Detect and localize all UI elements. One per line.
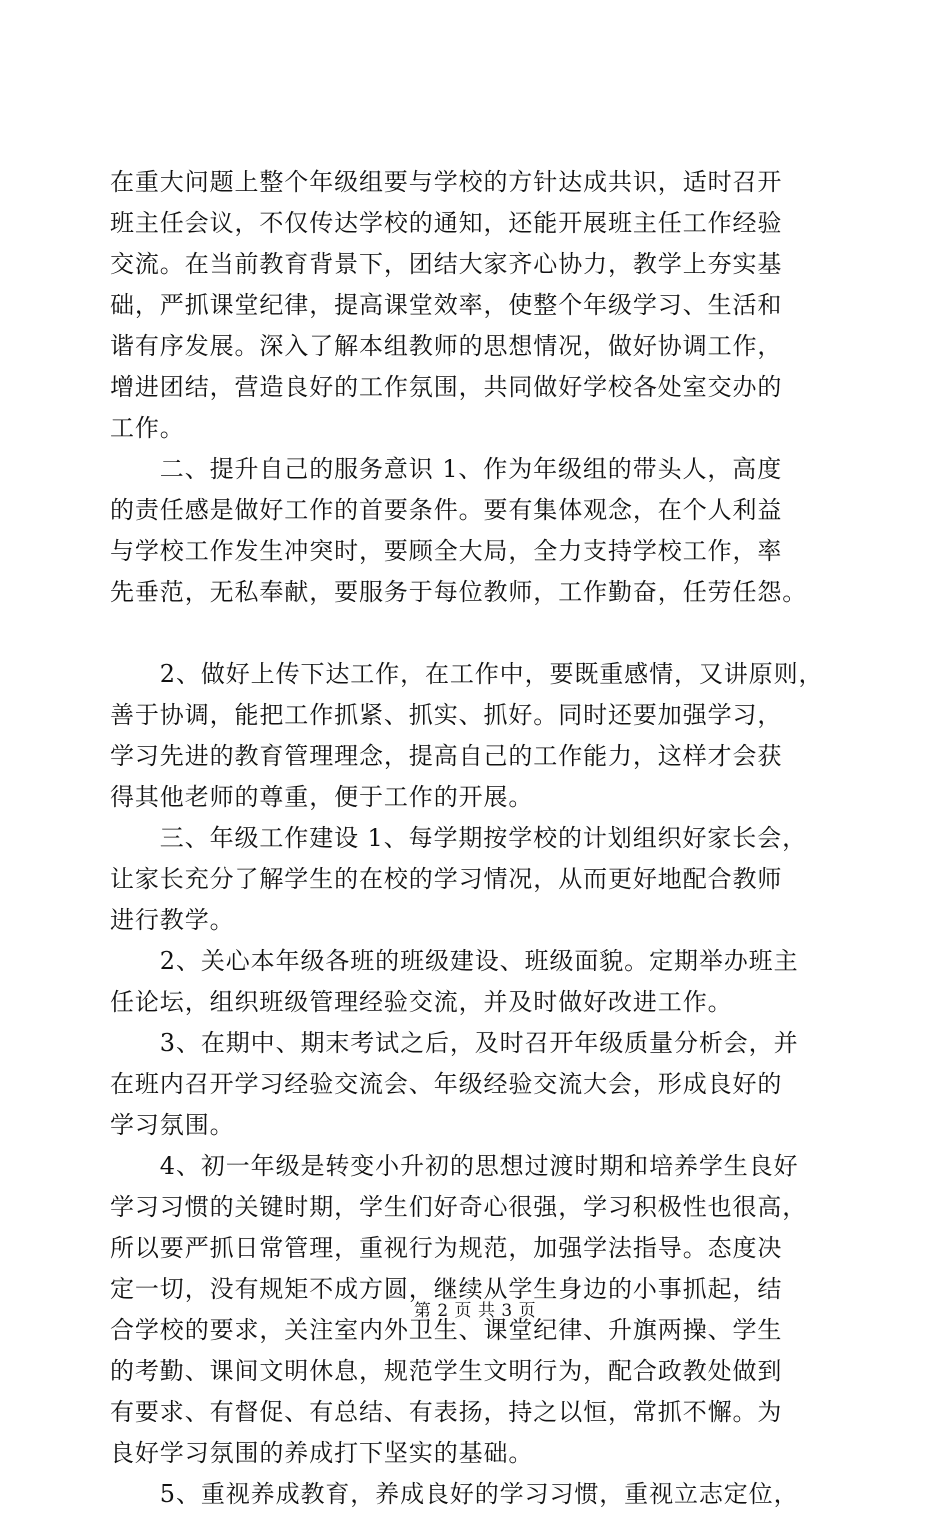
text-line-32: 5、重视养成教育，养成良好的学习习惯，重视立志定位， [110,1480,799,1508]
text-line-19: 2、关心本年级各班的班级建设、班级面貌。定期举办班主 [110,947,799,975]
text-line-17: 让家长充分了解学生的在校的学习情况，从而更好地配合教师 [110,865,783,893]
text-line-12: 2、做好上传下达工作，在工作中，要既重感情，又讲原则， [110,660,824,688]
text-line-4: 础，严抓课堂纪律，提高课堂效率，使整个年级学习、生活和 [110,291,783,319]
blank-line [110,613,840,654]
text-line-10: 与学校工作发生冲突时，要顾全大局，全力支持学校工作，率 [110,537,783,565]
text-line-20: 任论坛，组织班级管理经验交流，并及时做好改进工作。 [110,988,733,1016]
text-line-13: 善于协调，能把工作抓紧、抓实、抓好。同时还要加强学习， [110,701,783,729]
text-line-25: 学习习惯的关键时期，学生们好奇心很强，学习积极性也很高， [110,1193,808,1221]
text-line-24: 4、初一年级是转变小升初的思想过渡时期和培养学生良好 [110,1152,799,1180]
page-number-label: 第 2 页 共 3 页 [413,1301,537,1321]
text-line-22: 在班内召开学习经验交流会、年级经验交流大会，形成良好的 [110,1070,783,1098]
text-line-5: 谐有序发展。深入了解本组教师的思想情况，做好协调工作， [110,332,783,360]
text-line-15: 得其他老师的尊重，便于工作的开展。 [110,783,534,811]
page-footer [0,1300,950,1322]
text-line-21: 3、在期中、期末考试之后，及时召开年级质量分析会，并 [110,1029,799,1057]
text-line-8: 二、提升自己的服务意识 1、作为年级组的带头人，高度 [110,455,783,483]
text-line-27: 定一切，没有规矩不成方圆，继续从学生身边的小事抓起，结 [110,1275,783,1303]
text-line-3: 交流。在当前教育背景下，团结大家齐心协力，教学上夯实基 [110,250,783,278]
text-line-7: 工作。 [110,414,185,442]
text-line-14: 学习先进的教育管理理念，提高自己的工作能力，这样才会获 [110,742,783,770]
text-line-28: 合学校的要求，关注室内外卫生、课堂纪律、升旗两操、学生 [110,1316,783,1344]
text-line-23: 学习氛围。 [110,1111,235,1139]
text-line-26: 所以要严抓日常管理，重视行为规范，加强学法指导。态度决 [110,1234,783,1262]
text-line-31: 良好学习氛围的养成打下坚实的基础。 [110,1439,534,1467]
text-line-11: 先垂范，无私奉献，要服务于每位教师，工作勤奋，任劳任怨。 [110,578,808,606]
text-line-16: 三、年级工作建设 1、每学期按学校的计划组织好家长会， [110,824,807,852]
text-line-2: 班主任会议，不仅传达学校的通知，还能开展班主任工作经验 [110,209,783,237]
text-line-30: 有要求、有督促、有总结、有表扬，持之以恒，常抓不懈。为 [110,1398,783,1426]
text-line-29: 的考勤、课间文明休息，规范学生文明行为，配合政教处做到 [110,1357,783,1385]
text-line-9: 的责任感是做好工作的首要条件。要有集体观念，在个人利益 [110,496,783,524]
text-line-6: 增进团结，营造良好的工作氛围，共同做好学校各处室交办的 [110,373,783,401]
text-line-18: 进行教学。 [110,906,235,934]
text-line-1: 在重大问题上整个年级组要与学校的方针达成共识，适时召开 [110,168,783,196]
